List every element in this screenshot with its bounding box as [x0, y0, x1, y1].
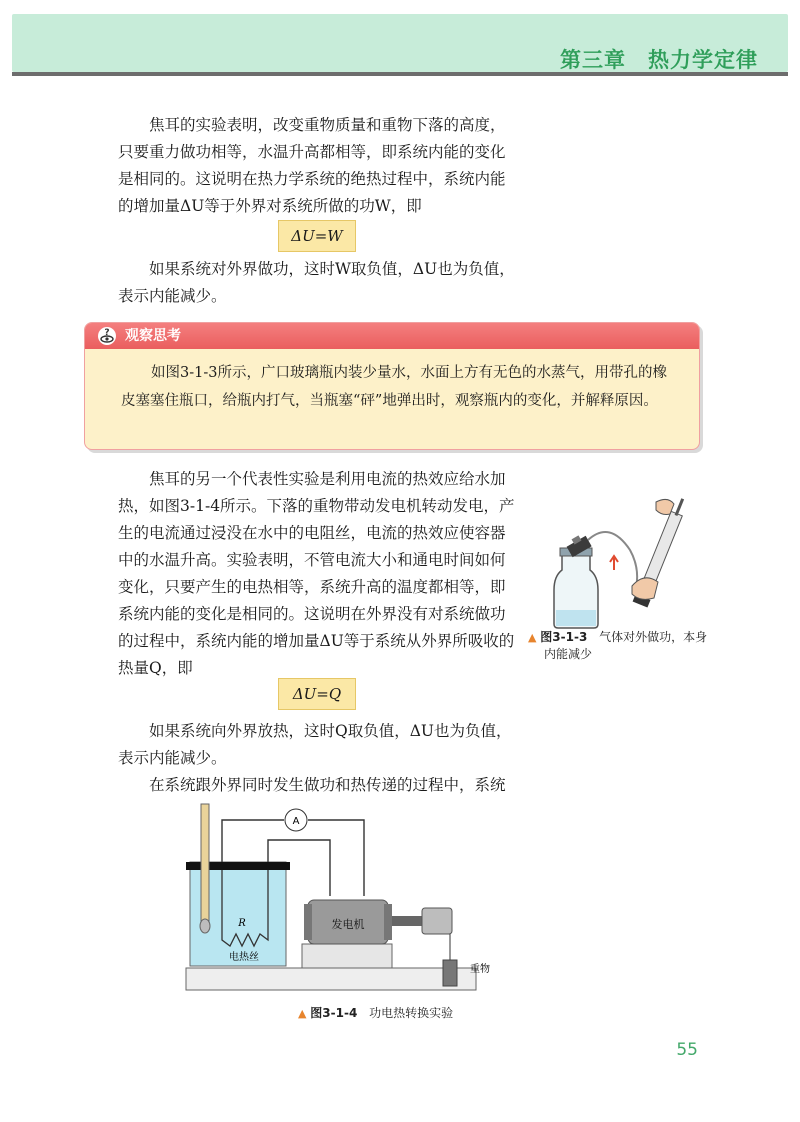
observe-header [85, 323, 699, 349]
figure-314-caption-text: 功电热转换实验 [369, 1006, 454, 1020]
figure-313-caption-line1: 气体对外做功，本身 [599, 630, 708, 644]
figure-314-caption [298, 1004, 453, 1021]
formula-work: ΔU=W [278, 220, 356, 252]
heater-wire-label: 电热丝 [229, 952, 259, 963]
weight-label: 重物 [470, 964, 490, 975]
paragraph-3: 焦耳的另一个代表性实验是利用电流的热效应给水加热，如图3-1-4所示。下落的重物带动发电机转动发电，产生的电流通过浸没在水中的电阻丝，电流的热效应使容器中的水温升高。实验表明，不管电流大小和通电时间如何变化，只要产生的电热相等，系统升高的温度都相等，即系统内能的变化是相同的。这说明在外界没有对系统做功的过程中，系统内能的增加量ΔU等于系统从外界所吸收的热量Q，即 [118, 470, 515, 677]
triangle-icon: ▲ [528, 631, 537, 644]
base-board [186, 968, 476, 990]
weight-block [443, 960, 457, 986]
triangle-icon: ▲ [298, 1007, 307, 1020]
figure-314-label: 图3-1-4 [310, 1006, 358, 1020]
figure-apparatus [184, 800, 504, 1000]
generator-label: 发电机 [331, 918, 365, 931]
observe-think-box [84, 322, 700, 450]
figure-313-label: 图3-1-3 [540, 630, 588, 644]
ammeter-label: A [292, 816, 300, 827]
generator-cap-left [304, 904, 312, 940]
figure-313-caption [528, 628, 707, 662]
generator-cap-right [384, 904, 392, 940]
paragraph-1: 焦耳的实验表明，改变重物质量和重物下落的高度，只要重力做功相等，水温升高都相等，即系统内能的变化是相同的。这说明在热力学系统的绝热过程中，系统内能的增加量ΔU等于外界对系统所做的功W，即 [118, 116, 506, 215]
resistor-label: R [238, 918, 246, 929]
wire-left [222, 820, 284, 862]
bottle-water [556, 610, 596, 626]
chapter-title: 第三章 热力学定律 [560, 48, 758, 72]
observe-title: 观察思考 [125, 328, 181, 344]
observe-text: 如图3-1-3所示，广口玻璃瓶内装少量水，水面上方有无色的水蒸气，用带孔的橡皮塞塞住瓶口，给瓶内打气，当瓶塞“砰”地弹出时，观察瓶内的变化，并解释原因。 [121, 365, 667, 409]
page-number: 55 [676, 1040, 698, 1060]
generator-stand [302, 944, 392, 968]
lower-hand [632, 578, 658, 600]
paragraph-5: 在系统跟外界同时发生做功和热传递的过程中，系统 [149, 776, 506, 794]
axle [392, 916, 422, 926]
paragraph-4: 如果系统向外界放热，这时Q取负值，ΔU也为负值，表示内能减少。 [118, 722, 512, 767]
wire-right [308, 820, 364, 896]
thermometer-bulb [200, 919, 210, 933]
formula-heat: ΔU=Q [278, 678, 356, 710]
figure-313-caption-line2: 内能减少 [544, 647, 593, 661]
up-arrow-icon [610, 556, 618, 570]
svg-text:?: ? [104, 328, 110, 338]
eye-question-icon [97, 326, 117, 346]
thermometer [201, 804, 209, 928]
drum [422, 908, 452, 934]
paragraph-2: 如果系统对外界做功，这时W取负值，ΔU也为负值，表示内能减少。 [118, 260, 515, 305]
